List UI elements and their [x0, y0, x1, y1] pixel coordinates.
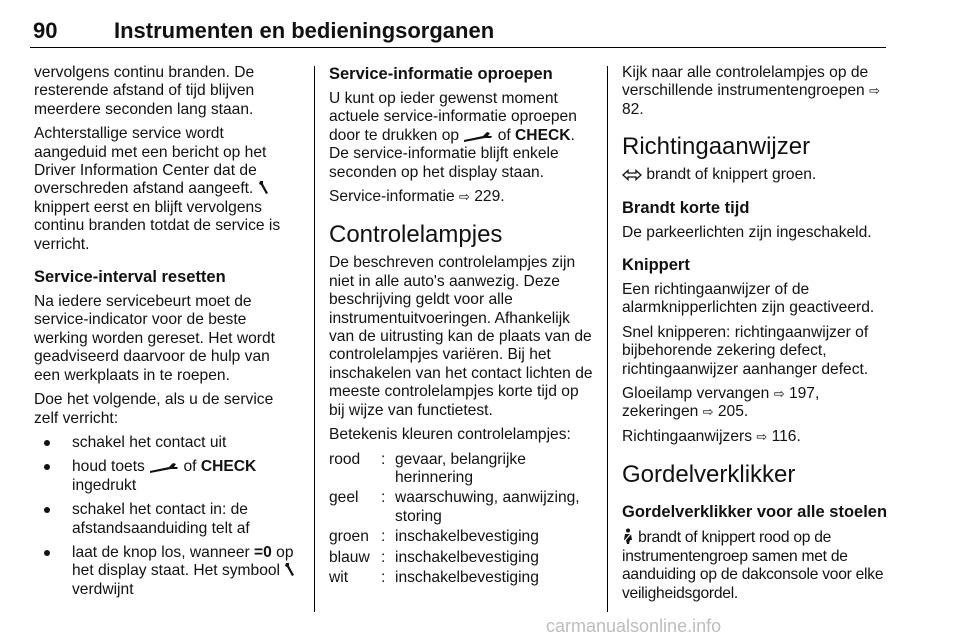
steering-stalk-button-icon: [463, 130, 493, 142]
paragraph: brandt of knippert rood op de instrumentengroep samen met de aanduiding op de dakconsole voor elke veiligheidsgordel.: [622, 529, 884, 602]
wrench-icon: [284, 562, 296, 577]
color-legend-table: [329, 451, 595, 590]
page-title: Instrumenten en bedieningsorganen: [114, 18, 495, 43]
seatbelt-person-icon: [622, 528, 634, 544]
paragraph: Achterstallige service wordt aangeduid met een bericht op het Driver Information Center dat de overschreden afstand aangeeft. knippert eerst en blijft vervolgens continu branden totdat de service is verricht.: [34, 125, 281, 253]
paragraph: De beschreven controlelampjes zijn niet in alle auto's aanwezig. Deze beschrijving geldt voor alle instrumentuitvoeringen. Afhankelijk van de uitrusting kan de plaats van de controlelampjes variëren. Bij het inschakelen van het contact lichten de meeste controlelampjes korte tijd op bij wijze van functietest.: [329, 254, 593, 419]
watermark: carmanualsonline.info: [546, 616, 722, 636]
list-item: houd toets of CHECK ingedrukt: [34, 458, 300, 495]
legend-colon: :: [381, 489, 386, 507]
legend-meaning: gevaar, belangrijke herinnering: [395, 450, 526, 486]
legend-colon: :: [381, 528, 386, 546]
legend-meaning: inschakelbevestiging: [395, 528, 539, 546]
paragraph: brandt of knippert groen.: [622, 166, 888, 184]
legend-meaning: inschakelbevestiging: [395, 548, 539, 566]
list-item: laat de knop los, wanneer =0 op het display staat. Het symbool verdwijnt: [34, 544, 300, 599]
legend-color: wit: [329, 568, 349, 586]
legend-color: groen: [329, 528, 369, 546]
paragraph: De parkeerlichten zijn ingeschakeld.: [622, 223, 872, 241]
paragraph: Service-informatie ⇨ 229.: [329, 188, 505, 206]
paragraph: Na iedere servicebeurt moet de service-indicator voor de beste werking worden gereset. Het wordt geadviseerd daarvoor de hulp van een werkplaats in te roepen.: [34, 293, 275, 384]
legend-row: [329, 549, 595, 569]
paragraph: Snel knipperen: richtingaanwijzer of bijbehorende zekering defect, richtingaanwijzer aanhanger defect.: [622, 323, 869, 378]
paragraph: Doe het volgende, als u de service zelf verricht:: [34, 391, 274, 427]
paragraph: Gloeilamp vervangen ⇨ 197, zekeringen ⇨ 205.: [622, 385, 820, 421]
legend-colon: :: [381, 548, 386, 566]
legend-meaning: inschakelbevestiging: [395, 568, 539, 586]
page-ref-arrow-icon: ⇨: [702, 404, 714, 420]
legend-color: geel: [329, 489, 359, 507]
chapter-heading: Richtingaanwijzer: [622, 133, 811, 161]
steering-stalk-button-icon: [149, 461, 179, 473]
steps-list: [34, 434, 300, 599]
column-1: [34, 64, 300, 605]
list-item: schakel het contact uit: [34, 434, 300, 452]
section-heading: Gordelverklikker voor alle stoelen: [622, 503, 888, 522]
section-heading: Knippert: [622, 256, 690, 275]
page-ref-arrow-icon: ⇨: [459, 189, 470, 205]
paragraph: Een richtingaanwijzer of de alarmknipperlichten zijn geactiveerd.: [622, 281, 875, 317]
legend-color: blauw: [329, 548, 370, 566]
paragraph: Richtingaanwijzers ⇨ 116.: [622, 427, 801, 445]
legend-color: rood: [329, 450, 361, 468]
column-2: [329, 64, 595, 589]
legend-meaning: waarschuwing, aanwijzing, storing: [395, 489, 580, 525]
paragraph: Betekenis kleuren controlelampjes:: [329, 426, 571, 444]
section-heading: Brandt korte tijd: [622, 198, 750, 217]
legend-row: [329, 569, 595, 589]
legend-row: [329, 489, 595, 528]
section-heading: Service-informatie oproepen: [329, 65, 553, 83]
page-number: 90: [33, 18, 58, 43]
section-heading: Service-interval resetten: [34, 268, 226, 287]
paragraph: U kunt op ieder gewenst moment actuele service-informatie oproepen door te drukken op of CHECK. De service-informatie blijft enkele seconden op het display staan.: [329, 90, 577, 181]
page-ref-arrow-icon: ⇨: [756, 428, 768, 444]
list-item: schakel het contact in: de afstandsaanduiding telt af: [34, 501, 300, 538]
legend-colon: :: [381, 568, 386, 586]
column-3: [622, 64, 888, 609]
legend-colon: :: [381, 450, 386, 468]
header-divider: [30, 47, 886, 48]
legend-row: [329, 528, 595, 548]
page-header: [30, 18, 886, 48]
page-ref-arrow-icon: ⇨: [773, 386, 785, 402]
paragraph: vervolgens continu branden. De resterende afstand of tijd blijven meerdere seconden lang staan.: [34, 64, 255, 118]
legend-row: [329, 451, 595, 490]
chapter-heading: Controlelampjes: [329, 221, 503, 249]
turn-signal-arrows-icon: [622, 169, 642, 181]
column-divider-1: [314, 66, 315, 612]
column-divider-2: [607, 66, 608, 612]
page-ref-arrow-icon: ⇨: [869, 83, 880, 99]
wrench-icon: [258, 180, 270, 195]
chapter-heading: Gordelverklikker: [622, 461, 796, 489]
paragraph: Kijk naar alle controlelampjes op de verschillende instrumentengroepen ⇨ 82.: [622, 64, 880, 118]
